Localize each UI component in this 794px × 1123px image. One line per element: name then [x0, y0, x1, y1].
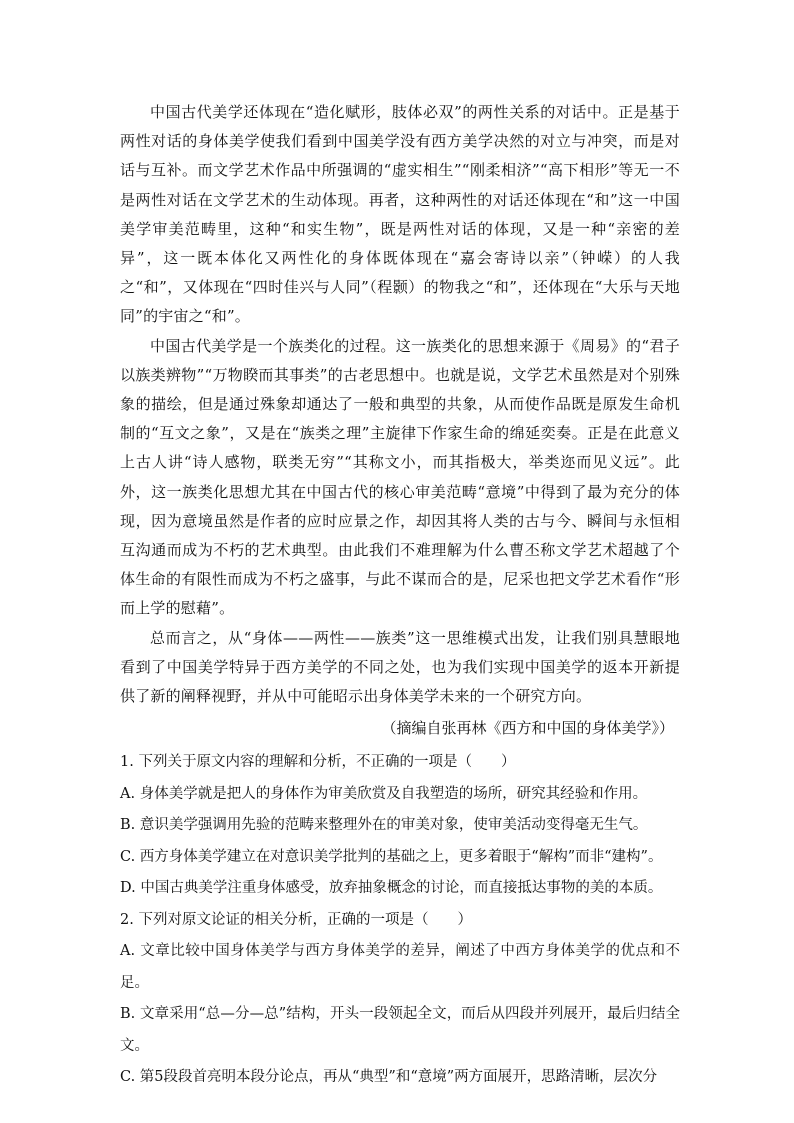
option-d: D. 中国古典美学注重身体感受，放弃抽象概念的讨论，而直接抵达事物的美的本质。 [120, 880, 663, 897]
question-2 [120, 905, 680, 1094]
option-c: C. 第5段段首亮明本段分论点，再从“典型”和“意境”两方面展开，思路清晰，层次分 [120, 1069, 658, 1086]
question-stem: 1. 下列关于原文内容的理解和分析，不正确的一项是（ ） [120, 754, 516, 771]
passage-source: （摘编自张再林《西方和中国的身体美学》） [381, 719, 674, 738]
reading-passage [120, 98, 680, 743]
option-b: B. 文章采用“总—分—总”结构，开头一段领起全文，而后从四段并列展开，最后归结全文。 [120, 1006, 680, 1054]
question-stem: 2. 下列对原文论证的相关分析，正确的一项是（ ） [120, 911, 472, 928]
option-a: A. 文章比较中国身体美学与西方身体美学的差异，阐述了中西方身体美学的优点和不足。 [120, 943, 680, 991]
passage-paragraph: 中国古代美学还体现在“造化赋形，肢体必双”的两性关系的对话中。正是基于两性对话的身体美学使我们看到中国美学没有西方美学决然的对立与冲突，而是对话与互补。而文学艺术作品中所强调的“虚实相生”“刚柔相济”“高下相形”等无一不是两性对话在文学艺术的生动体现。再者，这种两性的对话还体现在“和”这一中国美学审美范畴里，这种“和实生物”，既是两性对话的体现，又是一种“亲密的差异”，这一既本体化又两性化的身体既体现在“嘉会寄诗以亲”（钟嵘）的人我之“和”，又体现在“四时佳兴与人同”（程颢）的物我之“和”，还体现在“大乐与天地同”的宇宙之“和”。 [120, 103, 680, 326]
passage-paragraph: 中国古代美学是一个族类化的过程。这一族类化的思想来源于《周易》的“君子以族类辨物”“万物睽而其事类”的古老思想中。也就是说，文学艺术虽然是对个别殊象的描绘，但是通过殊象却通达了一般和典型的共象，从而使作品既是原发生命机制的“互文之象”，又是在“族类之理”主旋律下作家生命的绵延奕奏。正是在此意义上古人讲“诗人感物，联类无穷”“其称文小，而其指极大，举类迩而见义远”。此外，这一族类化思想尤其在中国古代的核心审美范畴“意境”中得到了最为充分的体现，因为意境虽然是作者的应时应景之作，却因其将人类的古与今、瞬间与永恒相互沟通而成为不朽的艺术典型。由此我们不难理解为什么曹丕称文学艺术超越了个体生命的有限性而成为不朽之盛事，与此不谋而合的是，尼采也把文学艺术看作“形而上学的慰藉”。 [120, 336, 680, 618]
option-b: B. 意识美学强调用先验的范畴来整理外在的审美对象，使审美活动变得毫无生气。 [120, 817, 648, 834]
option-c: C. 西方身体美学建立在对意识美学批判的基础之上，更多着眼于“解构”而非“建构”。 [120, 848, 663, 865]
option-a: A. 身体美学就是把人的身体作为审美欣赏及自我塑造的场所，研究其经验和作用。 [120, 785, 648, 802]
question-1 [120, 747, 680, 905]
passage-paragraph: 总而言之，从“身体——两性——族类”这一思维模式出发，让我们别具慧眼地看到了中国美学特异于西方美学的不同之处，也为我们实现中国美学的返本开新提供了新的阐释视野，并从中可能昭示出身体美学未来的一个研究方向。 [120, 628, 680, 706]
exam-page [120, 98, 680, 1094]
question-list [120, 747, 680, 1094]
